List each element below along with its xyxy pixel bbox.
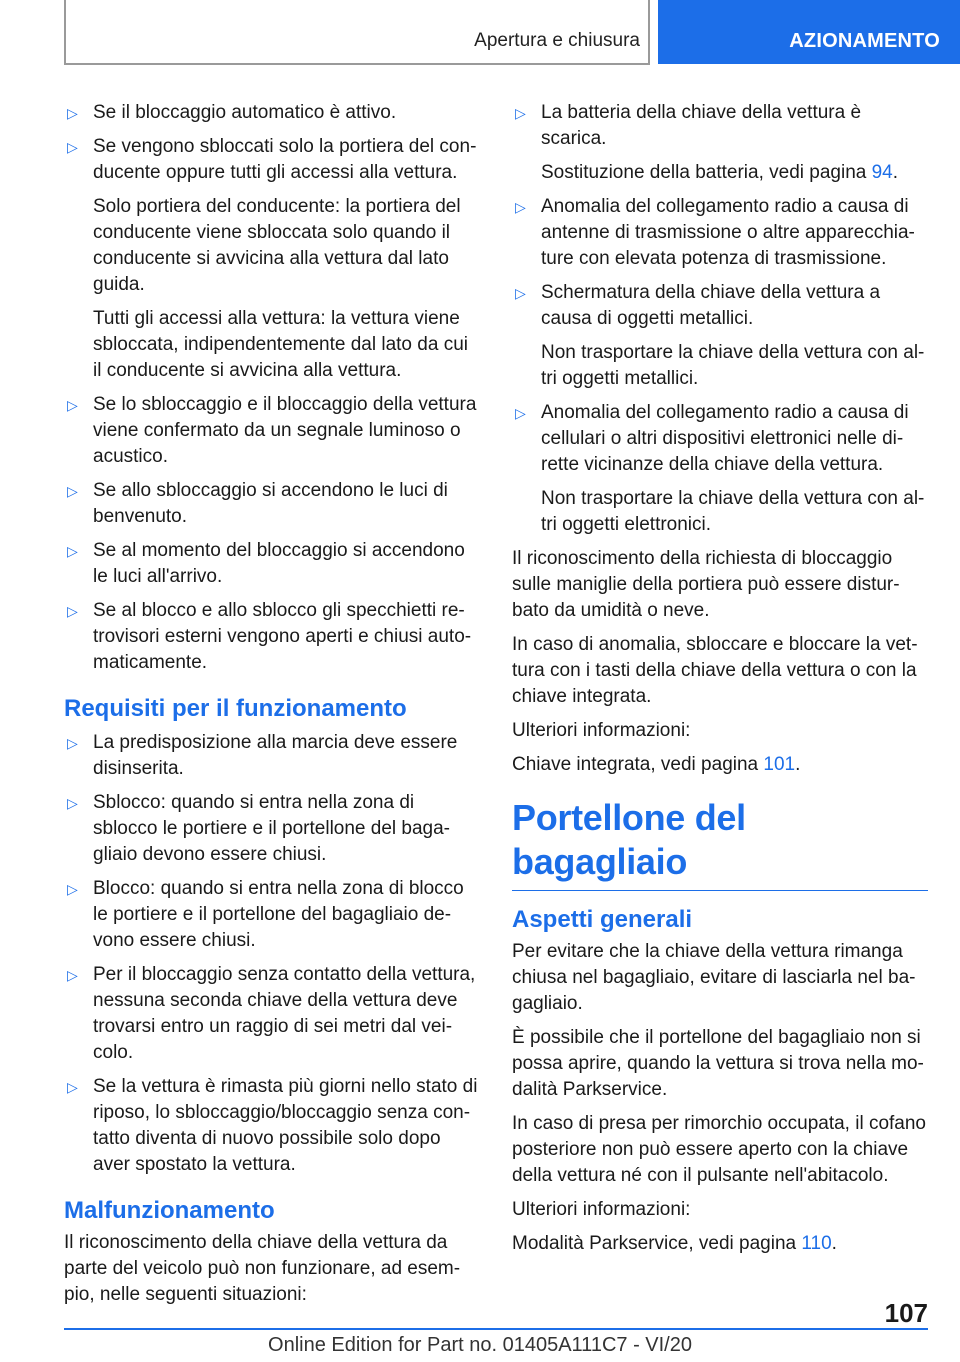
triangle-bullet-icon: ▷ [515,285,526,301]
list-item: ▷ Sblocco: quando si entra nella zona di sblocco le portiere e il portellone del baga-gliaio devono essere chiusi. [67,792,450,865]
footer-edition-text: Online Edition for Part no. 01405A111C7 - VI/20 [268,1334,692,1356]
list-item: ▷ Se il bloccaggio automatico è attivo. [64,100,478,126]
list-item: ▷ Per il bloccaggio senza contatto della vettura, nessuna seconda chiave della vettura deve trovarsi entro un raggio di sei metri dal vei-colo. [67,964,476,1063]
paragraph: Ulteriori informazioni: [512,1199,691,1220]
triangle-bullet-icon: ▷ [67,483,78,499]
header-chapter-label: AZIONAMENTO [789,30,940,52]
list-item-note: Sostituzione della batteria, vedi pagina 94. [541,162,899,183]
triangle-bullet-icon: ▷ [67,1079,78,1095]
triangle-bullet-icon: ▷ [67,795,78,811]
header-section-title: Apertura e chiusura [474,30,640,51]
header-rule-bottom [64,63,650,65]
general-aspects-heading: Aspetti generali [512,906,693,933]
triangle-bullet-icon: ▷ [67,881,78,897]
list-item: ▷ Se la vettura è rimasta più giorni nello stato di riposo, lo sbloccaggio/bloccaggio senza con-tatto diventa di nuovo possibile solo dopo aver spostato la vettura. [67,1076,478,1175]
list-item: ▷ Se allo sbloccaggio si accendono le luci di benvenuto. [67,480,448,527]
paragraph: In caso di presa per rimorchio occupata, il cofano posteriore non può essere aperto con la chiave della vettura né con il pulsante nell'abitacolo. [512,1113,926,1186]
list-item: ▷ La batteria della chiave della vettura è scarica. Sostituzione della batteria, vedi pagina 94. [512,100,928,186]
left-column [64,100,478,1308]
header-rule-left [64,0,66,64]
list-item: ▷ Schermatura della chiave della vettura a causa di oggetti metallici. Non trasportare la chiave della vettura con al-tri oggetti metallici. [512,280,928,392]
triangle-bullet-icon: ▷ [67,735,78,751]
paragraph: Modalità Parkservice, vedi pagina 110. [512,1233,837,1254]
triangle-bullet-icon: ▷ [67,139,78,155]
list-item: ▷ Anomalia del collegamento radio a causa di antenne di trasmissione o altre apparecchia-ture con elevata potenza di trasmissione. [515,196,915,269]
triangle-bullet-icon: ▷ [515,199,526,215]
list-item: ▷ Se al blocco e allo sblocco gli specchietti re-trovisori esterni vengono aperti e chiusi auto-maticamente. [67,600,472,673]
tailgate-section-title: Portellone del bagagliaio [512,796,928,891]
list-item: ▷ Anomalia del collegamento radio a causa di cellulari o altri dispositivi elettronici nelle di-rette vicinanze della chiave della vettura. Non trasportare la chiave della vettura con al-tri oggetti elettronici. [512,400,928,538]
list-item: ▷ La predisposizione alla marcia deve essere disinserita. [67,732,458,779]
malfunction-causes-list [512,100,928,538]
page-link-101[interactable]: 101 [763,754,796,775]
list-item-note: Solo portiera del conducente: la portiera del conducente viene sbloccata solo quando il conducente si avvicina alla vettura dal lato guida. [93,196,461,295]
right-column [512,100,928,1265]
list-item: ▷ Se vengono sbloccati solo la portiera del con-ducente oppure tutti gli accessi alla vettura. Solo portiera del conducente: la portiera del conducente viene sbloccata solo quando il conducente si avvicina alla vettura dal lato guida. Tutti gli accessi alla vettura: la vettura viene sbloccata, indipendentemente dal lato da cui il conducente si avvicina alla vettura. [64,134,478,384]
requirements-list [64,730,478,1178]
page-link-110[interactable]: 110 [801,1233,832,1254]
list-item-note: Tutti gli accessi alla vettura: la vettura viene sbloccata, indipendentemente dal lato da cui il conducente si avvicina alla vettura. [93,308,468,381]
page-link-94[interactable]: 94 [871,162,893,183]
malfunction-heading: Malfunzionamento [64,1197,275,1224]
list-item: ▷ Se lo sbloccaggio e il bloccaggio della vettura viene confermato da un segnale luminoso o acustico. [67,394,477,467]
triangle-bullet-icon: ▷ [67,967,78,983]
list-item: ▷ Se al momento del bloccaggio si accendono le luci all'arrivo. [67,540,465,587]
triangle-bullet-icon: ▷ [67,105,78,121]
paragraph: Per evitare che la chiave della vettura rimanga chiusa nel bagagliaio, evitare di lasciarla nel ba-gagliaio. [512,941,916,1014]
paragraph: Ulteriori informazioni: [512,720,691,741]
paragraph: In caso di anomalia, sbloccare e bloccare la vet-tura con i tasti della chiave della vettura o con la chiave integrata. [512,634,918,707]
list-item-note: Non trasportare la chiave della vettura con al-tri oggetti elettronici. [541,488,925,535]
list-item: ▷ Blocco: quando si entra nella zona di blocco le portiere e il portellone del bagagliaio de-vono essere chiusi. [67,878,464,951]
paragraph: Chiave integrata, vedi pagina 101. [512,754,801,775]
requirements-heading: Requisiti per il funzionamento [64,695,407,722]
footer-rule [64,1328,928,1330]
triangle-bullet-icon: ▷ [67,397,78,413]
malfunction-text: Il riconoscimento della chiave della vettura da parte del veicolo può non funzionare, ad esem-pio, nelle seguenti situazioni: [64,1232,461,1305]
conditions-list [64,100,478,676]
triangle-bullet-icon: ▷ [67,603,78,619]
list-item-note: Non trasportare la chiave della vettura con al-tri oggetti metallici. [541,342,925,389]
header-rule-divider [648,0,650,64]
header-chapter-tab[interactable] [658,0,960,64]
paragraph: Il riconoscimento della richiesta di bloccaggio sulle maniglie della portiera può essere distur-bato da umidità o neve. [512,548,900,621]
triangle-bullet-icon: ▷ [67,543,78,559]
page-number: 107 [884,1298,928,1328]
page-header [0,0,960,66]
triangle-bullet-icon: ▷ [515,405,526,421]
triangle-bullet-icon: ▷ [515,105,526,121]
paragraph: È possibile che il portellone del bagagliaio non si possa aprire, quando la vettura si trova nella mo-dalità Parkservice. [512,1027,924,1100]
